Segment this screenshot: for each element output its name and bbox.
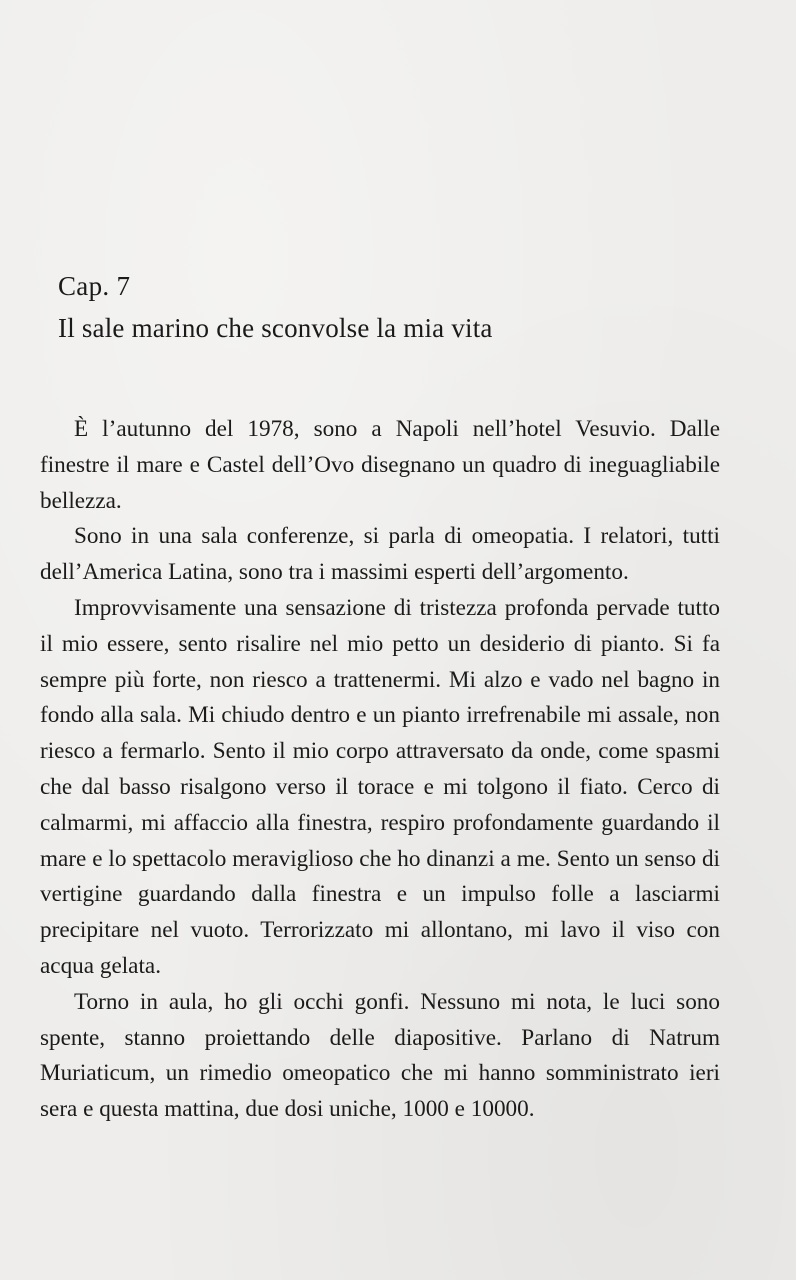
chapter-header (58, 268, 758, 348)
chapter-number: Cap. 7 (58, 271, 131, 301)
body-text (40, 412, 720, 1128)
paragraph: Sono in una sala conferenze, si parla di omeopatia. I relatori, tutti dell’America Latina, sono tra i massimi esperti dell’argomento. (40, 523, 720, 586)
paragraph: Torno in aula, ho gli occhi gonfi. Nessuno mi nota, le luci sono spente, stanno proiettando delle diapositive. Parlano di Natrum Muriaticum, un rimedio omeopatico che mi hanno somministrato ieri sera e questa mattina, due dosi uniche, 1000 e 10000. (40, 988, 720, 1123)
paragraph: Improvvisamente una sensazione di tristezza profonda pervade tutto il mio essere, sento risalire nel mio petto un desiderio di pianto. Si fa sempre più forte, non riesco a trattenermi. Mi alzo e vado nel bagno in fondo alla sala. Mi chiudo dentro e un pianto irrefrenabile mi assale, non riesco a fermarlo. Sento il mio corpo attraversato da onde, come spasmi che dal basso risalgono verso il torace e mi tolgono il fiato. Cerco di calmarmi, mi affaccio alla finestra, respiro profondamente guardando il mare e lo spettacolo meraviglioso che ho dinanzi a me. Sento un senso di vertigine guardando dalla finestra e un impulso folle a lasciarmi precipitare nel vuoto. Terrorizzato mi allontano, mi lavo il viso con acqua gelata. (40, 594, 720, 979)
chapter-title: Il sale marino che sconvolse la mia vita (58, 313, 493, 343)
paragraph: È l’autunno del 1978, sono a Napoli nell’hotel Vesuvio. Dalle finestre il mare e Castel dell’Ovo disegnano un quadro di ineguagliabile bellezza. (40, 416, 720, 514)
